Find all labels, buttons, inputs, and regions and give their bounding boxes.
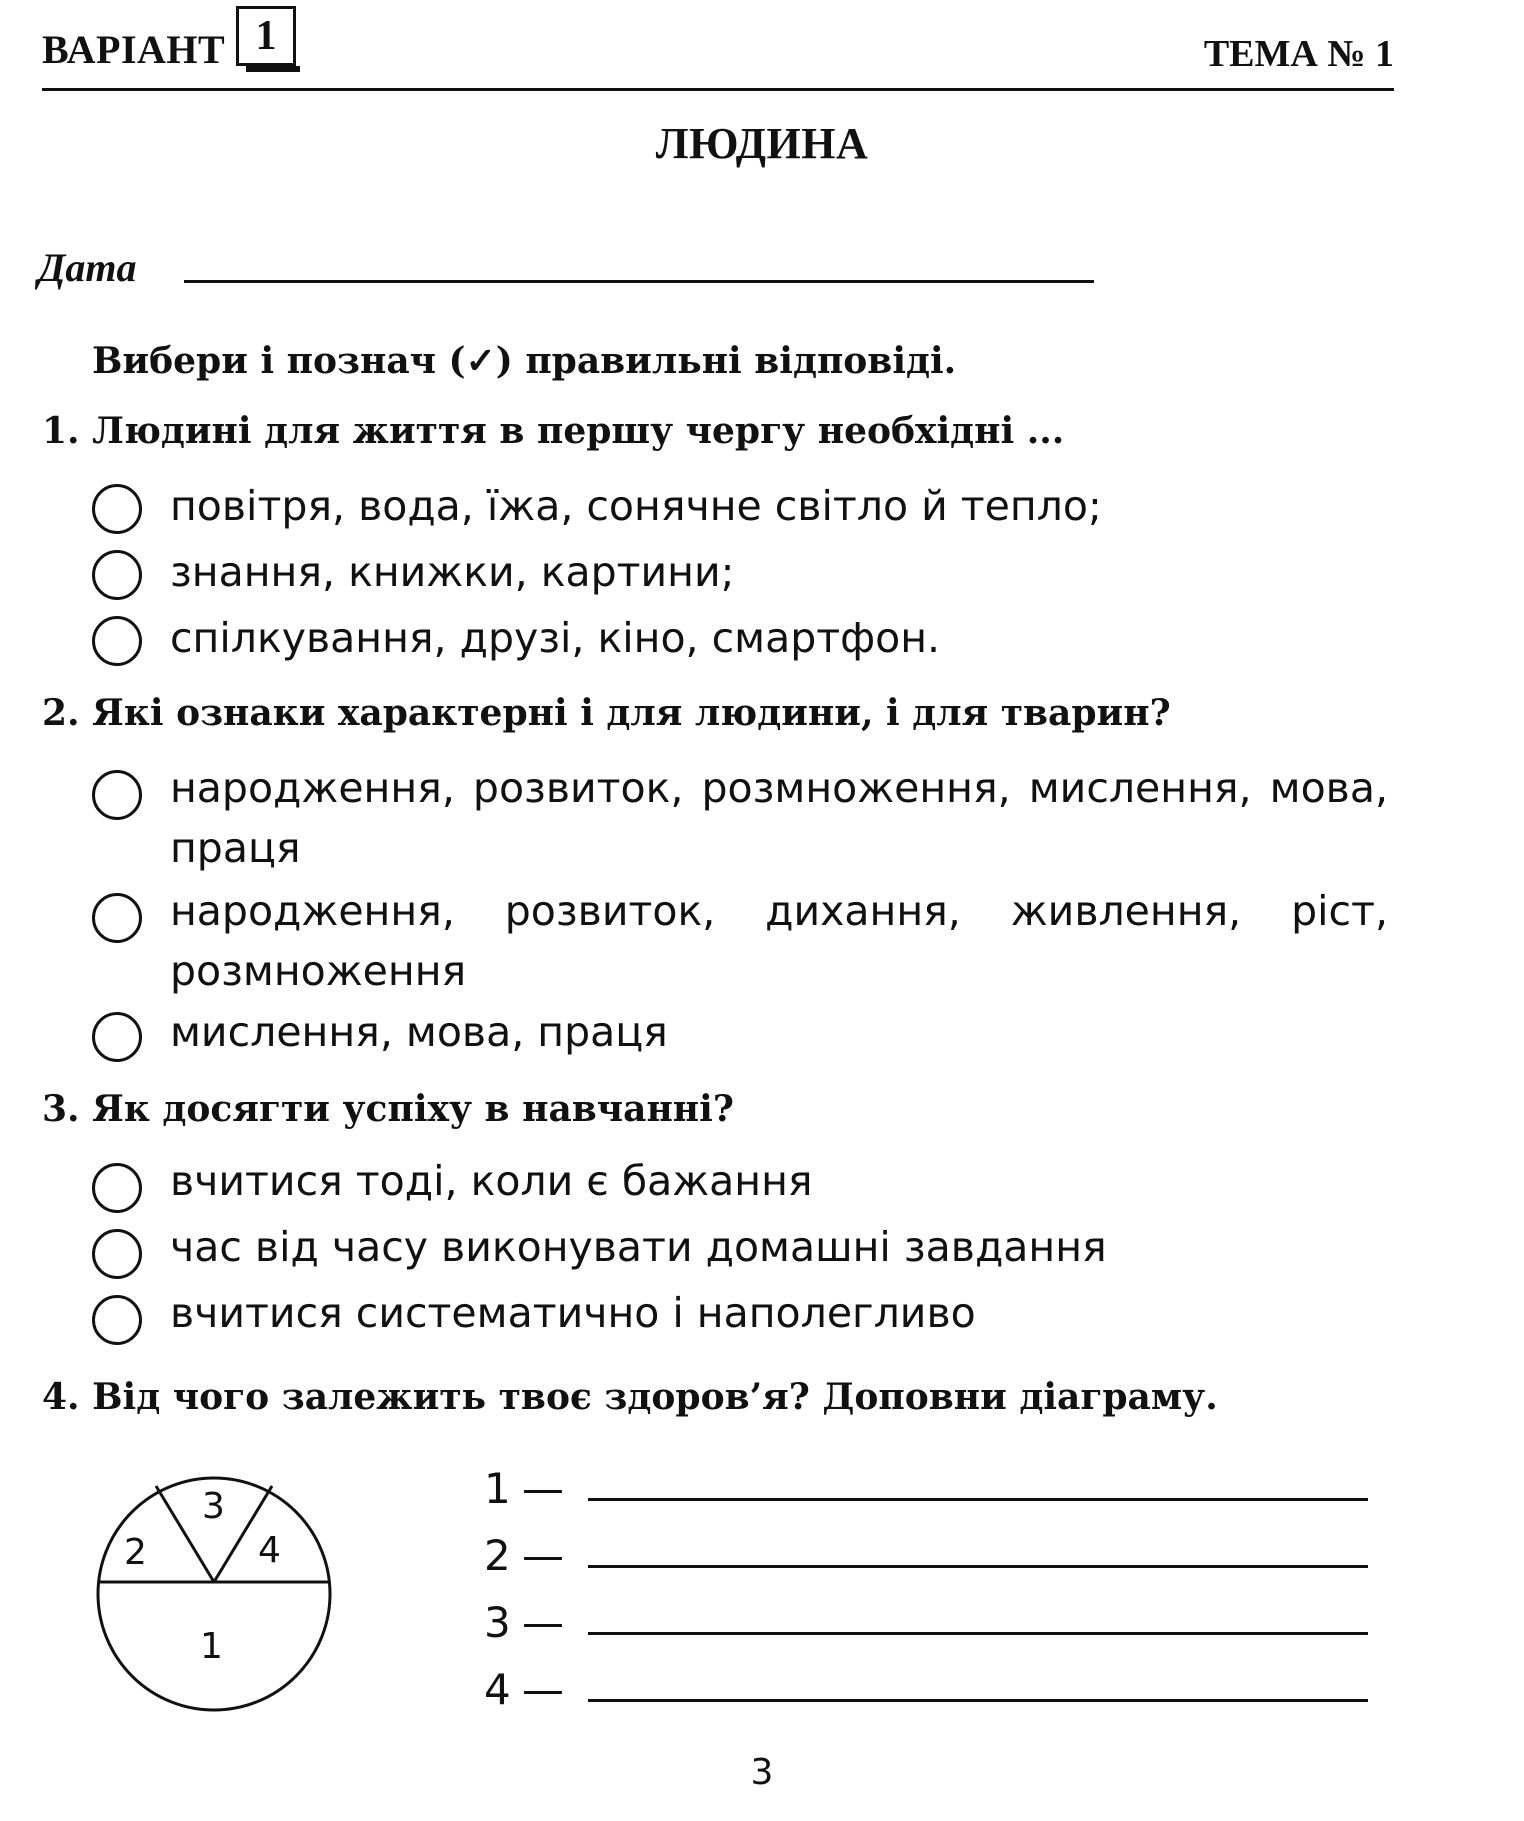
- variant-box-shadow: [246, 66, 300, 72]
- header-divider: [42, 88, 1394, 91]
- answer-dash: —: [522, 1598, 564, 1647]
- health-pie-diagram: [94, 1474, 334, 1714]
- option-text: знання, книжки, картини;: [170, 548, 735, 596]
- date-label: Дата: [38, 245, 137, 290]
- variant-label: ВАРІАНТ: [42, 27, 226, 72]
- answer-dash: —: [522, 1464, 564, 1513]
- pie-label-4: 4: [258, 1530, 281, 1571]
- pie-label-1: 1: [200, 1626, 223, 1667]
- page-number: 3: [750, 1752, 774, 1793]
- topic-label: ТЕМА № 1: [1203, 33, 1394, 75]
- date-row: [38, 244, 1098, 292]
- answer-circle[interactable]: [92, 1229, 142, 1279]
- variant-number-box: 1: [236, 6, 296, 66]
- diagram-answer-2[interactable]: [484, 1531, 1384, 1587]
- option-text: народження, розвиток, розмноження, мислення, мова, праця: [170, 764, 1388, 872]
- option-text: спілкування, друзі, кіно, смартфон.: [170, 614, 941, 662]
- answer-number: 1: [484, 1464, 511, 1513]
- answer-circle[interactable]: [92, 1163, 142, 1213]
- pie-label-3: 3: [202, 1486, 225, 1527]
- answer-dash: —: [522, 1531, 564, 1580]
- answer-number: 4: [484, 1665, 511, 1714]
- answer-line[interactable]: [588, 1498, 1368, 1501]
- answer-line[interactable]: [588, 1699, 1368, 1702]
- answer-number: 2: [484, 1531, 511, 1580]
- diagram-answer-4[interactable]: [484, 1665, 1384, 1721]
- answer-line[interactable]: [588, 1565, 1368, 1568]
- page-header: [42, 0, 1394, 92]
- answer-circle[interactable]: [92, 1295, 142, 1345]
- option-text: мислення, мова, праця: [170, 1008, 668, 1056]
- option-text: вчитися тоді, коли є бажання: [170, 1157, 813, 1205]
- option-text: вчитися систематично і наполегливо: [170, 1289, 976, 1337]
- pie-label-2: 2: [124, 1532, 147, 1573]
- page-title: ЛЮДИНА: [655, 119, 869, 168]
- question-1: 1. Людині для життя в першу чергу необхідні ...: [42, 410, 1065, 452]
- question-4: 4. Від чого залежить твоє здоров’я? Доповни діаграму.: [42, 1376, 1218, 1418]
- question-2: 2. Які ознаки характерні і для людини, і для тварин?: [42, 692, 1171, 734]
- answer-circle[interactable]: [92, 616, 142, 666]
- answer-circle[interactable]: [92, 893, 142, 943]
- option-text: народження, розвиток, дихання, живлення, ріст, розмноження: [170, 887, 1388, 995]
- answer-dash: —: [522, 1665, 564, 1714]
- diagram-answer-3[interactable]: [484, 1598, 1384, 1654]
- question-3: 3. Як досягти успіху в навчанні?: [42, 1088, 734, 1130]
- answer-circle[interactable]: [92, 484, 142, 534]
- answer-circle[interactable]: [92, 770, 142, 820]
- diagram-answer-1[interactable]: [484, 1464, 1384, 1520]
- option-text: час від часу виконувати домашні завдання: [170, 1223, 1107, 1271]
- instruction-text: Вибери і познач (✓) правильні відповіді.: [92, 340, 957, 382]
- answer-number: 3: [484, 1598, 511, 1647]
- date-answer-line[interactable]: [184, 280, 1094, 283]
- answer-line[interactable]: [588, 1632, 1368, 1635]
- option-text: повітря, вода, їжа, сонячне світло й тепло;: [170, 482, 1102, 530]
- answer-circle[interactable]: [92, 550, 142, 600]
- answer-circle[interactable]: [92, 1012, 142, 1062]
